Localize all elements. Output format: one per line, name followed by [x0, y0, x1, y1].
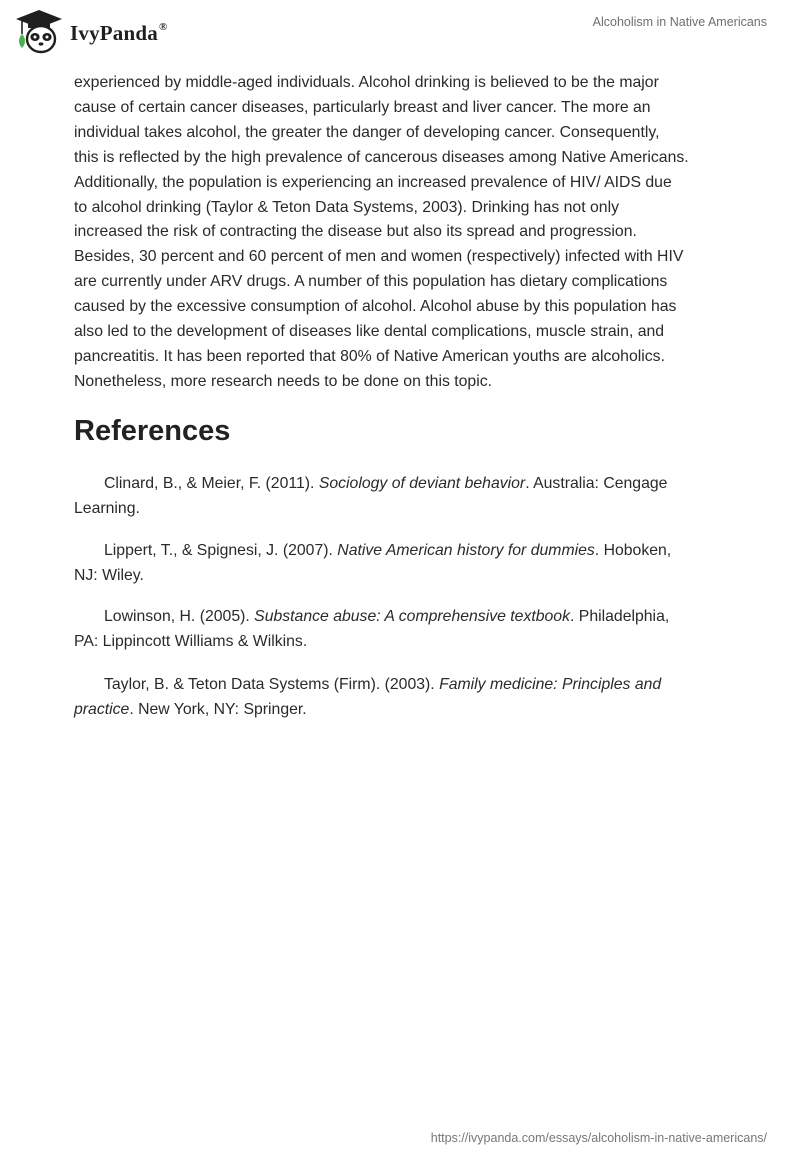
ivypanda-logo[interactable] [14, 8, 167, 56]
body-line: cause of certain cancer diseases, particularly breast and liver cancer. The more an [74, 98, 651, 116]
panda-graduate-icon [14, 8, 64, 56]
logo-wordmark: IvyPanda® [70, 20, 168, 45]
body-line: to alcohol drinking (Taylor & Teton Data Systems, 2003). Drinking has not only [74, 198, 619, 216]
body-line: Nonetheless, more research needs to be done on this topic. [74, 372, 492, 390]
source-url-link[interactable]: https://ivypanda.com/essays/alcoholism-in-native-americans/ [430, 1131, 767, 1145]
body-line: this is reflected by the high prevalence of cancerous diseases among Native Americans. [74, 148, 689, 166]
reference-entry: Lippert, T., & Spignesi, J. (2007). Native American history for dummies. Hoboken, NJ: Wiley. [74, 542, 672, 584]
reference-title: Family medicine: Principles and [439, 676, 662, 693]
body-line: Additionally, the population is experiencing an increased prevalence of HIV/ AIDS due [74, 173, 672, 191]
body-line: Besides, 30 percent and 60 percent of men and women (respectively) infected with HIV [74, 248, 684, 266]
body-line: are currently under ARV drugs. A number of this population has dietary complications [74, 273, 668, 291]
document-title: Alcoholism in Native Americans [592, 15, 767, 29]
body-line: caused by the excessive consumption of alcohol. Alcohol abuse by this population has [74, 298, 677, 316]
reference-entry: Taylor, B. & Teton Data Systems (Firm). (2003). Family medicine: Principles and practice. New York, NY: Springer. [74, 676, 662, 718]
reference-title-continued: practice [74, 701, 130, 718]
body-line: increased the risk of contracting the disease but also its spread and progression. [74, 223, 637, 241]
reference-title: Native American history for dummies [337, 542, 595, 559]
reference-entry: Clinard, B., & Meier, F. (2011). Sociology of deviant behavior. Australia: Cengage Learning. [74, 475, 668, 517]
body-paragraph [74, 71, 734, 395]
references-heading: References [74, 415, 231, 447]
reference-title: Sociology of deviant behavior [318, 475, 526, 492]
reference-title: Substance abuse: A comprehensive textbook [254, 608, 570, 625]
reference-entry: Lowinson, H. (2005). Substance abuse: A comprehensive textbook. Philadelphia, PA: Lippincott Williams & Wilkins. [74, 608, 670, 650]
body-line: individual takes alcohol, the greater the danger of developing cancer. Consequently, [74, 123, 660, 141]
body-line: experienced by middle-aged individuals. Alcohol drinking is believed to be the major [74, 74, 659, 91]
body-line: also led to the development of diseases like dental complications, muscle strain, and [74, 323, 665, 341]
body-line: pancreatitis. It has been reported that 80% of Native American youths are alcoholics. [74, 347, 665, 365]
